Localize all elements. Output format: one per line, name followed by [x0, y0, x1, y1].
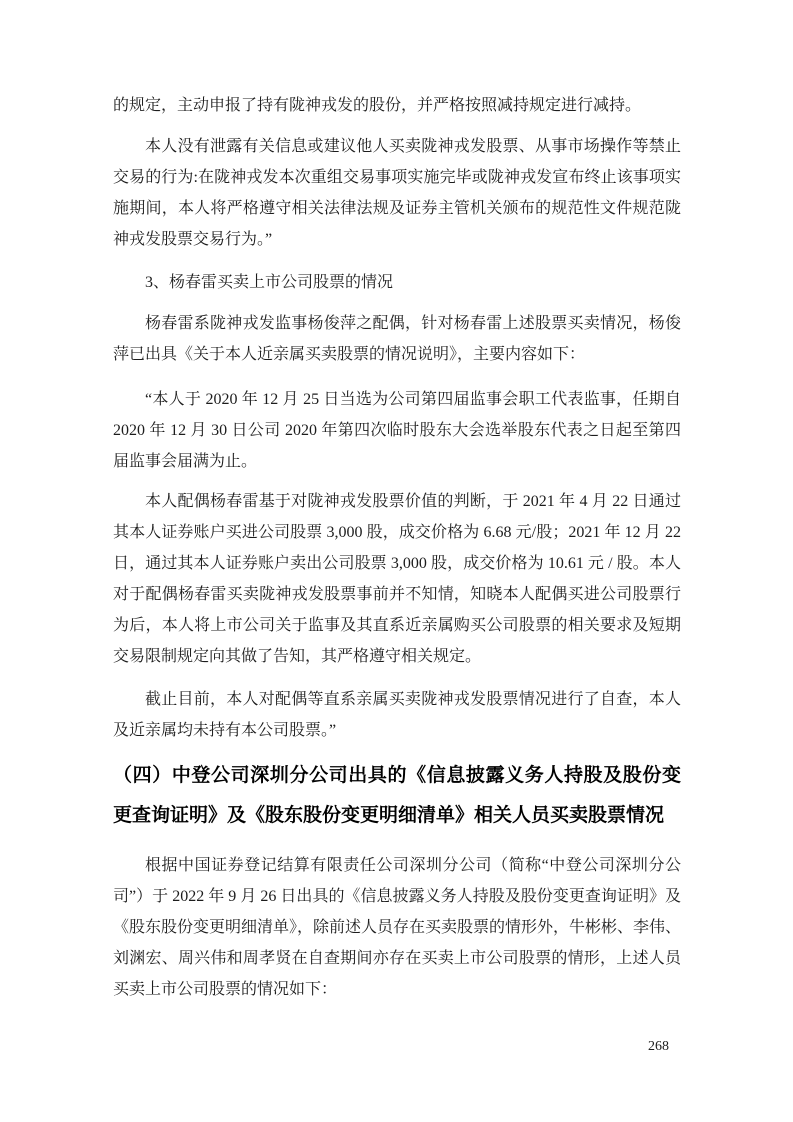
page-number: 268	[648, 1039, 669, 1054]
heading-section-4: （四）中登公司深圳分公司出具的《信息披露义务人持股及股份变更查询证明》及《股东股份变更明细清单》相关人员买卖股票情况	[113, 765, 681, 826]
paragraph-yangchunlei-spouse: 杨春雷系陇神戎发监事杨俊萍之配偶，针对杨春雷上述股票买卖情况，杨俊萍已出具《关于本人近亲属买卖股票的情况说明》，主要内容如下：	[113, 315, 681, 363]
document-content	[113, 90, 681, 1015]
paragraph-continuation-reduction: 的规定，主动申报了持有陇神戎发的股份，并严格按照减持规定进行减持。	[113, 97, 642, 114]
paragraph-csdc-certificate: 根据中国证券登记结算有限责任公司深圳分公司（简称“中登公司深圳分公司”）于 2022 年 9 月 26 日出具的《信息披露义务人持股及股份变更查询证明》及《股东股份变更明细清单》，除前述人员存在买卖股票的情形外，牛彬彬、李伟、刘渊宏、周兴伟和周孝贤在自查期间亦存在买卖上市公司股票的情形，上述人员买卖上市公司股票的情况如下：	[113, 857, 682, 998]
paragraph-self-check: 截止目前，本人对配偶等直系亲属买卖陇神戎发股票情况进行了自查，本人及近亲属均未持有本公司股票。”	[113, 691, 681, 739]
paragraph-no-leak-statement: 本人没有泄露有关信息或建议他人买卖陇神戎发股票、从事市场操作等禁止交易的行为:在陇神戎发本次重组交易事项实施完毕或陇神戎发宣布终止该事项实施期间，本人将严格遵守相关法律法规及证券主管机关颁布的规范性文件规范陇神戎发股票交易行为。”	[113, 138, 681, 248]
paragraph-supervisor-term: “本人于 2020 年 12 月 25 日当选为公司第四届监事会职工代表监事，任期自 2020 年 12 月 30 日公司 2020 年第四次临时股东大会选举股东代表之日起至第四届监事会届满为止。	[113, 391, 681, 470]
paragraph-spouse-trades: 本人配偶杨春雷基于对陇神戎发股票价值的判断，于 2021 年 4 月 22 日通过其本人证券账户买进公司股票 3,000 股，成交价格为 6.68 元/股；2021 年 12 月 22 日，通过其本人证券账户卖出公司股票 3,000 股，成交价格为 10.61 元 / 股。本人对于配偶杨春雷买卖陇神戎发股票事前并不知情，知晓本人配偶买进公司股票行为后，本人将上市公司关于监事及其直系近亲属购买公司股票的相关要求及短期交易限制规定向其做了告知，其严格遵守相关规定。	[113, 493, 681, 665]
subheading-3-yangchunlei: 3、杨春雷买卖上市公司股票的情况	[145, 274, 394, 291]
